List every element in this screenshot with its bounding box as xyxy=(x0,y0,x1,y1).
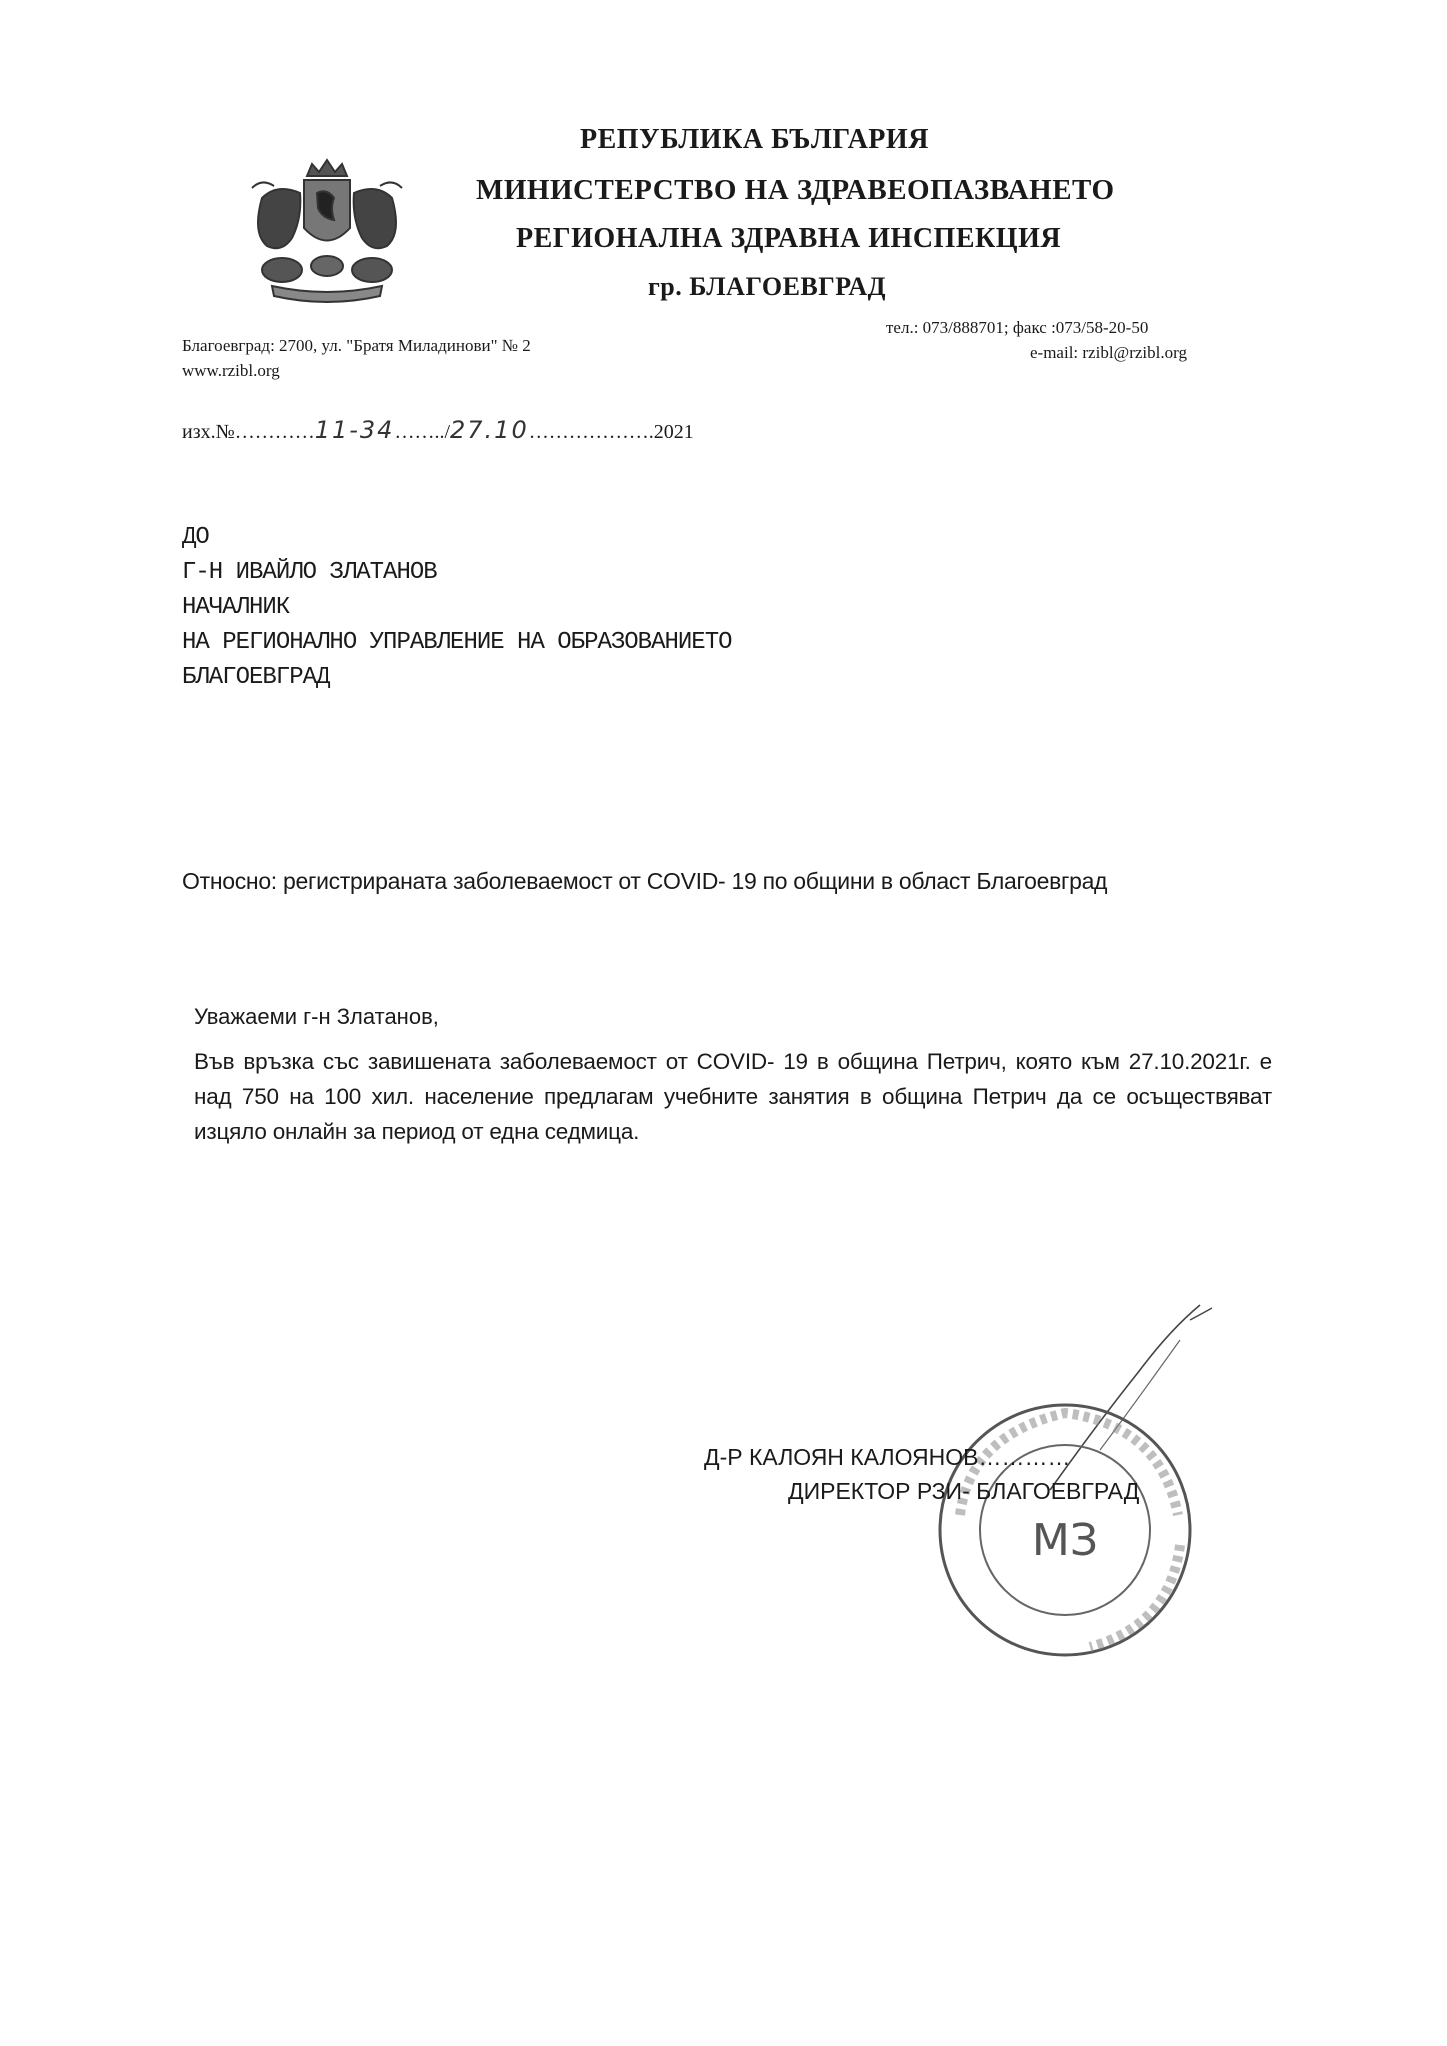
addressee-city: БЛАГОЕВГРАД xyxy=(182,664,330,691)
outgoing-number xyxy=(182,416,694,444)
outgoing-dots-2: ……../ xyxy=(394,421,450,443)
contact-address: Благоевград: 2700, ул. "Братя Миладинови" № 2 xyxy=(182,336,531,355)
outgoing-dots-1: ………… xyxy=(234,421,315,443)
addressee-organization: НА РЕГИОНАЛНО УПРАВЛЕНИЕ НА ОБРАЗОВАНИЕТО xyxy=(182,629,732,656)
header-city: гр. БЛАГОЕВГРАД xyxy=(648,272,887,301)
outgoing-prefix: изх.№ xyxy=(182,421,235,443)
letter-body: Във връзка със завишената заболеваемост от COVID- 19 в община Петрич, която към 27.10.2021г. е над 750 на 100 хил. население предлагам учебните занятия в община Петрич да се осъществяват изцяло онлайн за период от една седмица. xyxy=(194,1049,1272,1144)
header-country: РЕПУБЛИКА БЪЛГАРИЯ xyxy=(580,124,929,155)
header-ministry: МИНИСТЕРСТВО НА ЗДРАВЕОПАЗВАНЕТО xyxy=(476,174,1115,206)
signatory-name: Д-Р КАЛОЯН КАЛОЯНОВ………… xyxy=(704,1444,1071,1470)
outgoing-year: 2021 xyxy=(653,421,694,443)
addressee-name: Г-Н ИВАЙЛО ЗЛАТАНОВ xyxy=(182,559,437,586)
official-stamp-icon xyxy=(930,1395,1200,1665)
letter-greeting: Уважаеми г-н Златанов, xyxy=(194,1004,439,1029)
header-inspection: РЕГИОНАЛНА ЗДРАВНА ИНСПЕКЦИЯ xyxy=(516,223,1062,254)
addressee-position: НАЧАЛНИК xyxy=(182,594,290,621)
outgoing-reg-number: 11-34 xyxy=(314,416,395,444)
addressee-block xyxy=(182,520,732,695)
contact-phone-fax: тел.: 073/888701; факс :073/58-20-50 xyxy=(886,318,1149,337)
letter-subject: Относно: регистрираната заболеваемост от COVID- 19 по общини в област Благоевград xyxy=(182,868,1108,894)
contact-website: www.rzibl.org xyxy=(182,361,280,380)
signatory-title: ДИРЕКТОР РЗИ- БЛАГОЕВГРАД xyxy=(788,1478,1140,1504)
outgoing-date: 27.10 xyxy=(450,416,529,444)
stamp-text: МЗ xyxy=(1031,1515,1099,1566)
coat-of-arms-icon xyxy=(222,158,432,308)
addressee-to: ДО xyxy=(182,524,209,551)
outgoing-dots-3: ………………. xyxy=(528,421,654,443)
contact-email: e-mail: rzibl@rzibl.org xyxy=(1030,343,1187,362)
